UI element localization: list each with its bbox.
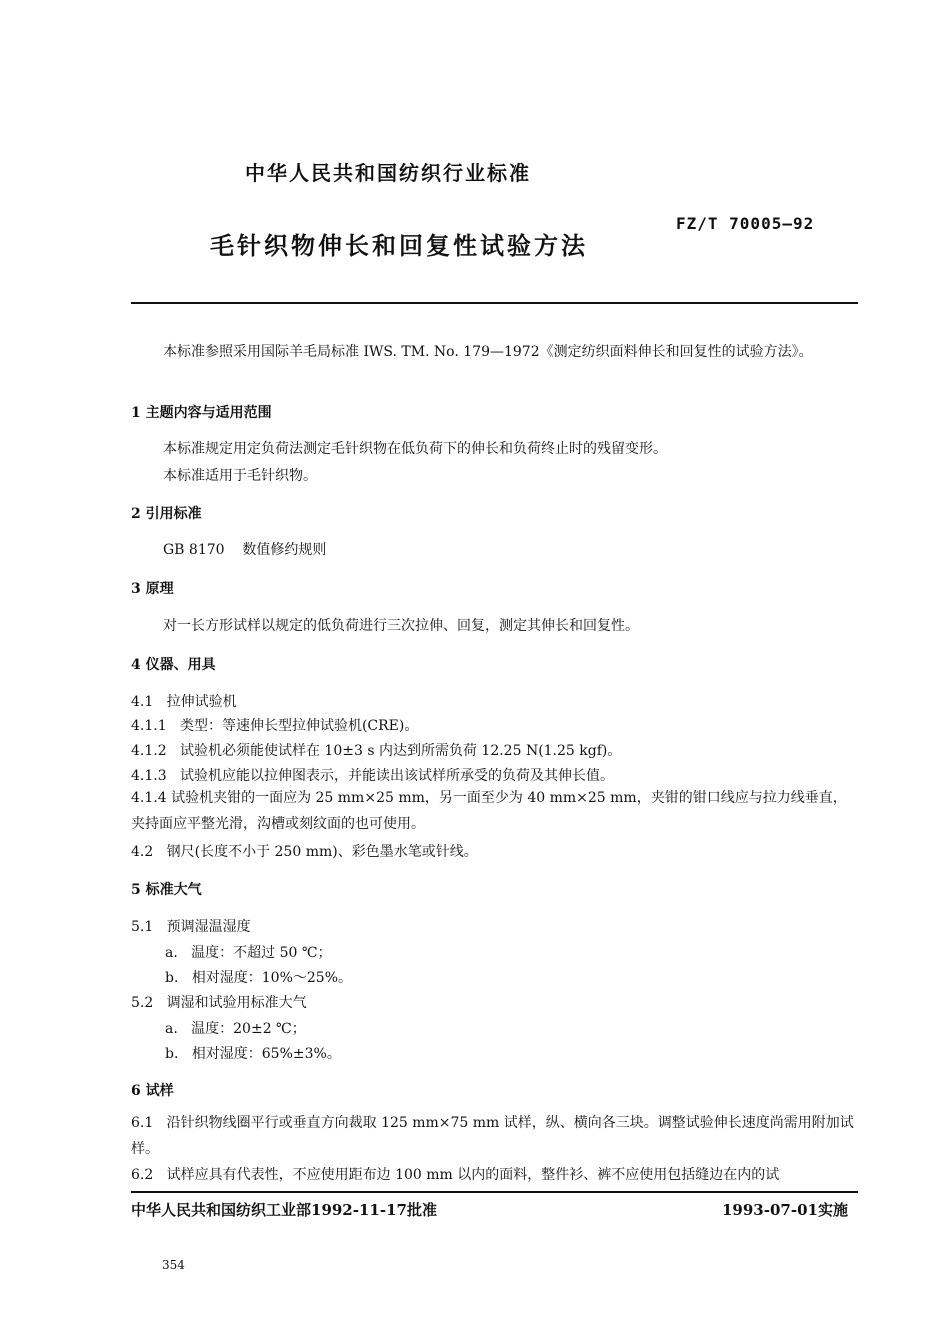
clause-5-2-a: a. 温度：20±2 ℃； [165, 1021, 306, 1037]
section-5-heading: 5 标准大气 [131, 882, 202, 898]
referenced-standard: GB 8170 数值修约规则 [163, 542, 327, 558]
section-1-paragraph-2: 本标准适用于毛针织物。 [163, 468, 317, 484]
foreword-paragraph: 本标准参照采用国际羊毛局标准 IWS. TM. No. 179—1972《测定纺织面料伸长和回复性的试验方法》。 [163, 344, 813, 360]
header-divider [131, 302, 858, 304]
clause-4-1-2: 4.1.2 试验机必须能使试样在 10±3 s 内达到所需负荷 12.25 N(1.25 kgf)。 [131, 743, 622, 759]
section-3-paragraph: 对一长方形试样以规定的低负荷进行三次拉伸、回复，测定其伸长和回复性。 [163, 618, 639, 634]
footer-divider [131, 1191, 858, 1193]
section-4-heading: 4 仪器、用具 [131, 657, 216, 673]
page-number: 354 [162, 1258, 185, 1272]
clause-5-1: 5.1 预调湿温湿度 [131, 919, 251, 935]
clause-4-1-4: 4.1.4 试验机夹钳的一面应为 25 mm×25 mm，另一面至少为 40 mm×25 mm，夹钳的钳口线应与拉力线垂直，夹持面应平整光滑，沟槽或刻纹面的也可使用。 [131, 790, 847, 832]
clause-4-2: 4.2 钢尺(长度不小于 250 mm)、彩色墨水笔或针线。 [131, 844, 478, 860]
standard-code: FZ/T 70005—92 [676, 214, 815, 233]
approval-line: 中华人民共和国纺织工业部1992-11-17批准 [131, 1201, 437, 1219]
effective-date: 1993-07-01实施 [722, 1201, 848, 1219]
section-2-heading: 2 引用标准 [131, 506, 202, 522]
issuing-body-heading: 中华人民共和国纺织行业标准 [245, 161, 531, 185]
clause-6-2: 6.2 试样应具有代表性，不应使用距布边 100 mm 以内的面料，整件衫、裤不应使用包括缝边在内的试 [131, 1167, 780, 1183]
section-6-heading: 6 试样 [131, 1083, 174, 1099]
section-3-heading: 3 原理 [131, 581, 174, 597]
clause-5-2: 5.2 调湿和试验用标准大气 [131, 995, 307, 1011]
clause-4-1-3: 4.1.3 试验机应能以拉伸图表示，并能读出该试样所承受的负荷及其伸长值。 [131, 768, 614, 784]
clause-5-1-a: a. 温度：不超过 50 ℃； [165, 945, 332, 961]
section-1-paragraph-1: 本标准规定用定负荷法测定毛针织物在低负荷下的伸长和负荷终止时的残留变形。 [163, 441, 667, 457]
clause-5-2-b: b. 相对湿度：65%±3%。 [165, 1046, 341, 1062]
document-title: 毛针织物伸长和回复性试验方法 [210, 231, 588, 260]
clause-5-1-b: b. 相对湿度：10%～25%。 [165, 970, 352, 986]
clause-4-1: 4.1 拉伸试验机 [131, 694, 237, 710]
clause-4-1-1: 4.1.1 类型：等速伸长型拉伸试验机(CRE)。 [131, 718, 419, 734]
clause-6-1: 6.1 沿针织物线圈平行或垂直方向裁取 125 mm×75 mm 试样，纵、横向各三块。调整试验伸长速度尚需用附加试样。 [131, 1115, 854, 1157]
section-1-heading: 1 主题内容与适用范围 [131, 405, 272, 421]
